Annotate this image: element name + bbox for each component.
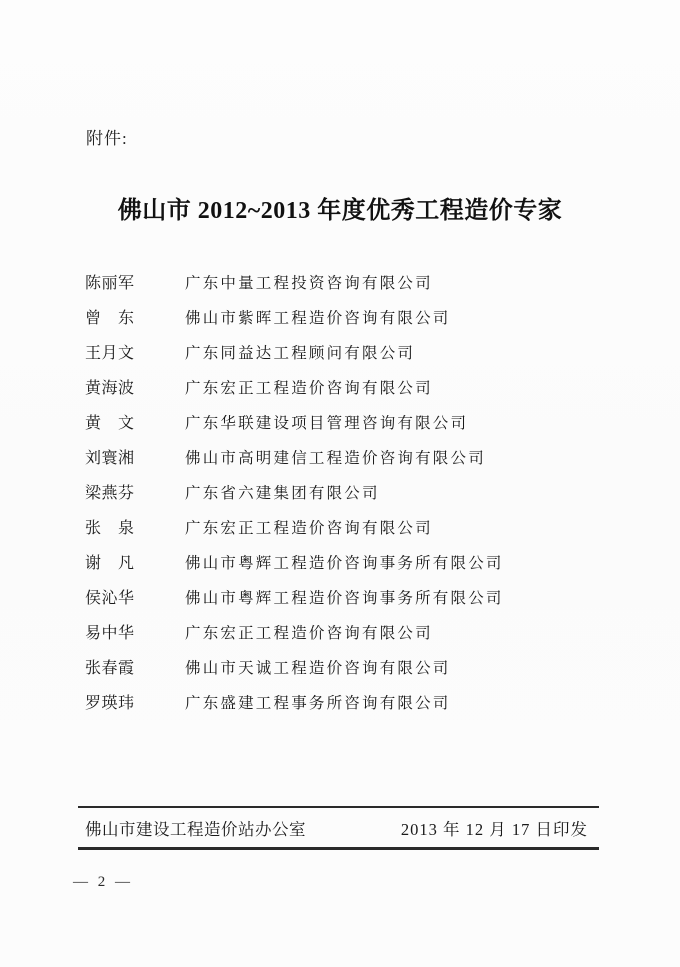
expert-row xyxy=(85,579,605,614)
expert-row xyxy=(85,474,605,509)
footer-print-date: 2013 年 12 月 17 日印发 xyxy=(400,820,588,839)
expert-row xyxy=(85,334,605,369)
expert-name: 张 泉 xyxy=(85,520,135,537)
expert-company: 广东省六建集团有限公司 xyxy=(185,484,380,502)
expert-name: 黄海波 xyxy=(85,380,135,397)
expert-name: 罗瑛玮 xyxy=(85,695,135,712)
expert-row xyxy=(85,369,605,404)
expert-name: 曾 东 xyxy=(85,310,135,327)
footer xyxy=(85,815,588,841)
expert-list xyxy=(85,264,605,719)
expert-name: 梁燕芬 xyxy=(85,485,135,502)
expert-name: 陈丽军 xyxy=(85,275,135,292)
expert-company: 佛山市高明建信工程造价咨询有限公司 xyxy=(185,449,486,467)
expert-company: 广东中量工程投资咨询有限公司 xyxy=(185,274,433,292)
expert-row xyxy=(85,299,605,334)
expert-name: 谢 凡 xyxy=(85,555,135,572)
expert-company: 广东盛建工程事务所咨询有限公司 xyxy=(185,694,451,712)
footer-issuer: 佛山市建设工程造价站办公室 xyxy=(85,820,306,839)
expert-row xyxy=(85,439,605,474)
expert-name: 刘寰湘 xyxy=(85,450,135,467)
expert-company: 广东宏正工程造价咨询有限公司 xyxy=(185,624,433,642)
expert-company: 广东同益达工程顾问有限公司 xyxy=(185,344,416,362)
expert-row xyxy=(85,404,605,439)
expert-row xyxy=(85,509,605,544)
expert-name: 张春霞 xyxy=(85,660,135,677)
expert-row xyxy=(85,264,605,299)
expert-row xyxy=(85,684,605,719)
expert-name: 易中华 xyxy=(85,625,135,642)
page-title: 佛山市 2012~2013 年度优秀工程造价专家 xyxy=(117,198,563,224)
expert-company: 广东宏正工程造价咨询有限公司 xyxy=(185,379,433,397)
expert-company: 佛山市粤辉工程造价咨询事务所有限公司 xyxy=(185,554,504,572)
expert-company: 广东宏正工程造价咨询有限公司 xyxy=(185,519,433,537)
expert-row xyxy=(85,614,605,649)
expert-row xyxy=(85,649,605,684)
attachment-label: 附件: xyxy=(86,129,128,148)
expert-company: 佛山市紫晖工程造价咨询有限公司 xyxy=(185,309,451,327)
expert-name: 黄 文 xyxy=(85,415,135,432)
expert-name: 王月文 xyxy=(85,345,135,362)
expert-company: 佛山市天诚工程造价咨询有限公司 xyxy=(185,659,451,677)
expert-company: 佛山市粤辉工程造价咨询事务所有限公司 xyxy=(185,589,504,607)
page-number: — 2 — xyxy=(73,874,133,890)
footer-bottom-rule xyxy=(78,847,599,850)
expert-row xyxy=(85,544,605,579)
footer-top-rule xyxy=(78,806,599,808)
expert-company: 广东华联建设项目管理咨询有限公司 xyxy=(185,414,469,432)
expert-name: 侯沁华 xyxy=(85,590,135,607)
